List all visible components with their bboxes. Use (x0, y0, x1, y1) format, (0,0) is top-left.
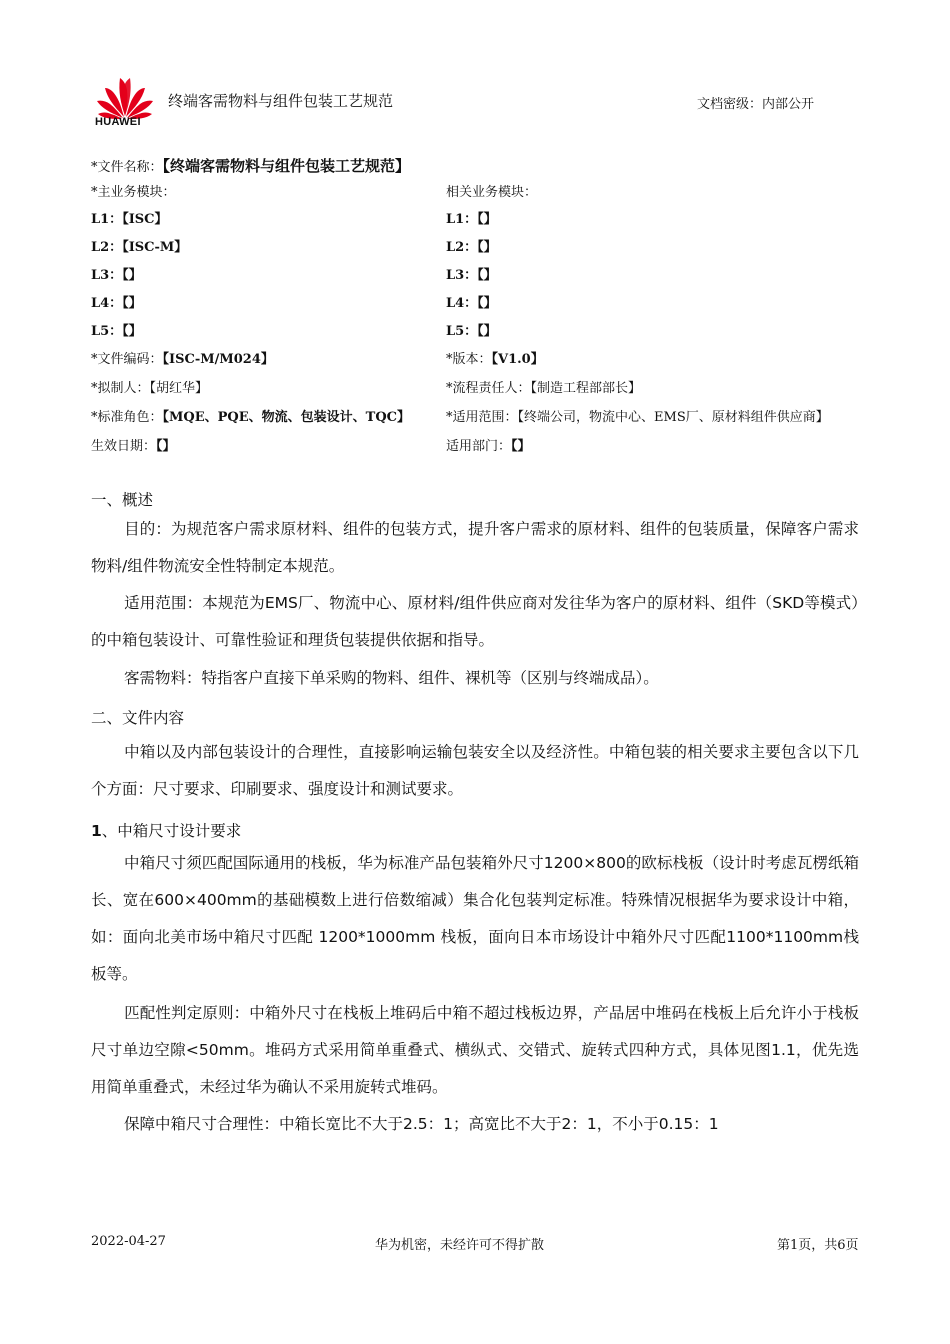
paragraph-ratio: 保障中箱尺寸合理性：中箱长宽比不大于2.5：1；高宽比不大于2：1，不小于0.15：1 (124, 1115, 719, 1133)
right-l5: L5：【】 (446, 324, 497, 339)
effective-date-row: 生效日期：【】 (91, 439, 176, 454)
paragraph-size-requirements: 中箱尺寸须匹配国际通用的栈板，华为标准产品包装箱外尺寸1200×800的欧标栈板（设计时考虑瓦楞纸箱长、宽在600×400mm的基础模数上进行倍数缩减）集合化包装判定标准。特殊情况根据华为要求设计中箱，如：面向北美市场中箱尺寸匹配 1200*1000mm 栈板，面向日本市场设计中箱外尺寸匹配1100*1100mm栈板等。 (91, 854, 859, 983)
owner-row: *流程责任人：【制造工程部部长】 (446, 381, 642, 396)
file-name-row (91, 155, 410, 176)
paragraph-intro: 中箱以及内部包装设计的合理性，直接影响运输包装安全以及经济性。中箱包装的相关要求主要包含以下几个方面：尺寸要求、印刷要求、强度设计和测试要求。 (91, 743, 859, 798)
paragraph-scope: 适用范围：本规范为EMS厂、物流中心、原材料/组件供应商对发往华为客户的原材料、组件（SKD等模式）的中箱包装设计、可靠性验证和理货包装提供依据和指导。 (91, 594, 859, 649)
footer-date: 2022-04-27 (91, 1234, 166, 1249)
department-row: 适用部门：【】 (446, 439, 531, 454)
left-l4: L4：【】 (91, 296, 142, 311)
footer-confidential: 华为机密，未经许可不得扩散 (375, 1238, 545, 1253)
section-heading-overview: 一、概述 (91, 491, 154, 509)
left-l2: L2：【ISC-M】 (91, 240, 188, 255)
file-name-label: *文件名称： (91, 160, 163, 175)
roles-row: *标准角色：【MQE、PQE、物流、包装设计、TQC】 (91, 410, 410, 425)
subsection-heading-size: 1、中箱尺寸设计要求 (91, 822, 242, 840)
logo-text: HUAWEI (95, 116, 141, 128)
right-l1: L1：【】 (446, 212, 497, 227)
related-module-label: 相关业务模块： (446, 185, 538, 200)
drafter-row: *拟制人：【胡红华】 (91, 381, 209, 396)
right-l4: L4：【】 (446, 296, 497, 311)
paragraph-customer-materials: 客需物料：特指客户直接下单采购的物料、组件、裸机等（区别与终端成品）。 (124, 669, 659, 687)
right-l3: L3：【】 (446, 268, 497, 283)
classification-label: 文档密级：内部公开 (697, 97, 815, 112)
scope-row: *适用范围：【终端公司，物流中心、EMS厂、原材料组件供应商】 (446, 410, 829, 425)
section-heading-content: 二、文件内容 (91, 709, 185, 727)
left-l3: L3：【】 (91, 268, 142, 283)
paragraph-matching-principle: 匹配性判定原则：中箱外尺寸在栈板上堆码后中箱不超过栈板边界，产品居中堆码在栈板上后允许小于栈板尺寸单边空隙<50mm。堆码方式采用简单重叠式、横纵式、交错式、旋转式四种方式，具体见图1.1，优先选用简单重叠式，未经过华为确认不采用旋转式堆码。 (91, 1004, 859, 1096)
main-module-label: *主业务模块： (91, 185, 176, 200)
file-name-value: 【终端客需物料与组件包装工艺规范】 (162, 157, 411, 175)
file-code-row: *文件编码：【ISC-M/M024】 (91, 352, 274, 367)
paragraph-purpose: 目的：为规范客户需求原材料、组件的包装方式，提升客户需求的原材料、组件的包装质量，保障客户需求物料/组件物流安全性特制定本规范。 (91, 520, 859, 575)
right-l2: L2：【】 (446, 240, 497, 255)
version-row: *版本：【V1.0】 (446, 352, 544, 367)
footer-page-number: 第1页，共6页 (777, 1238, 859, 1253)
left-l5: L5：【】 (91, 324, 142, 339)
left-l1: L1：【ISC】 (91, 212, 168, 227)
header-title: 终端客需物料与组件包装工艺规范 (168, 92, 394, 110)
